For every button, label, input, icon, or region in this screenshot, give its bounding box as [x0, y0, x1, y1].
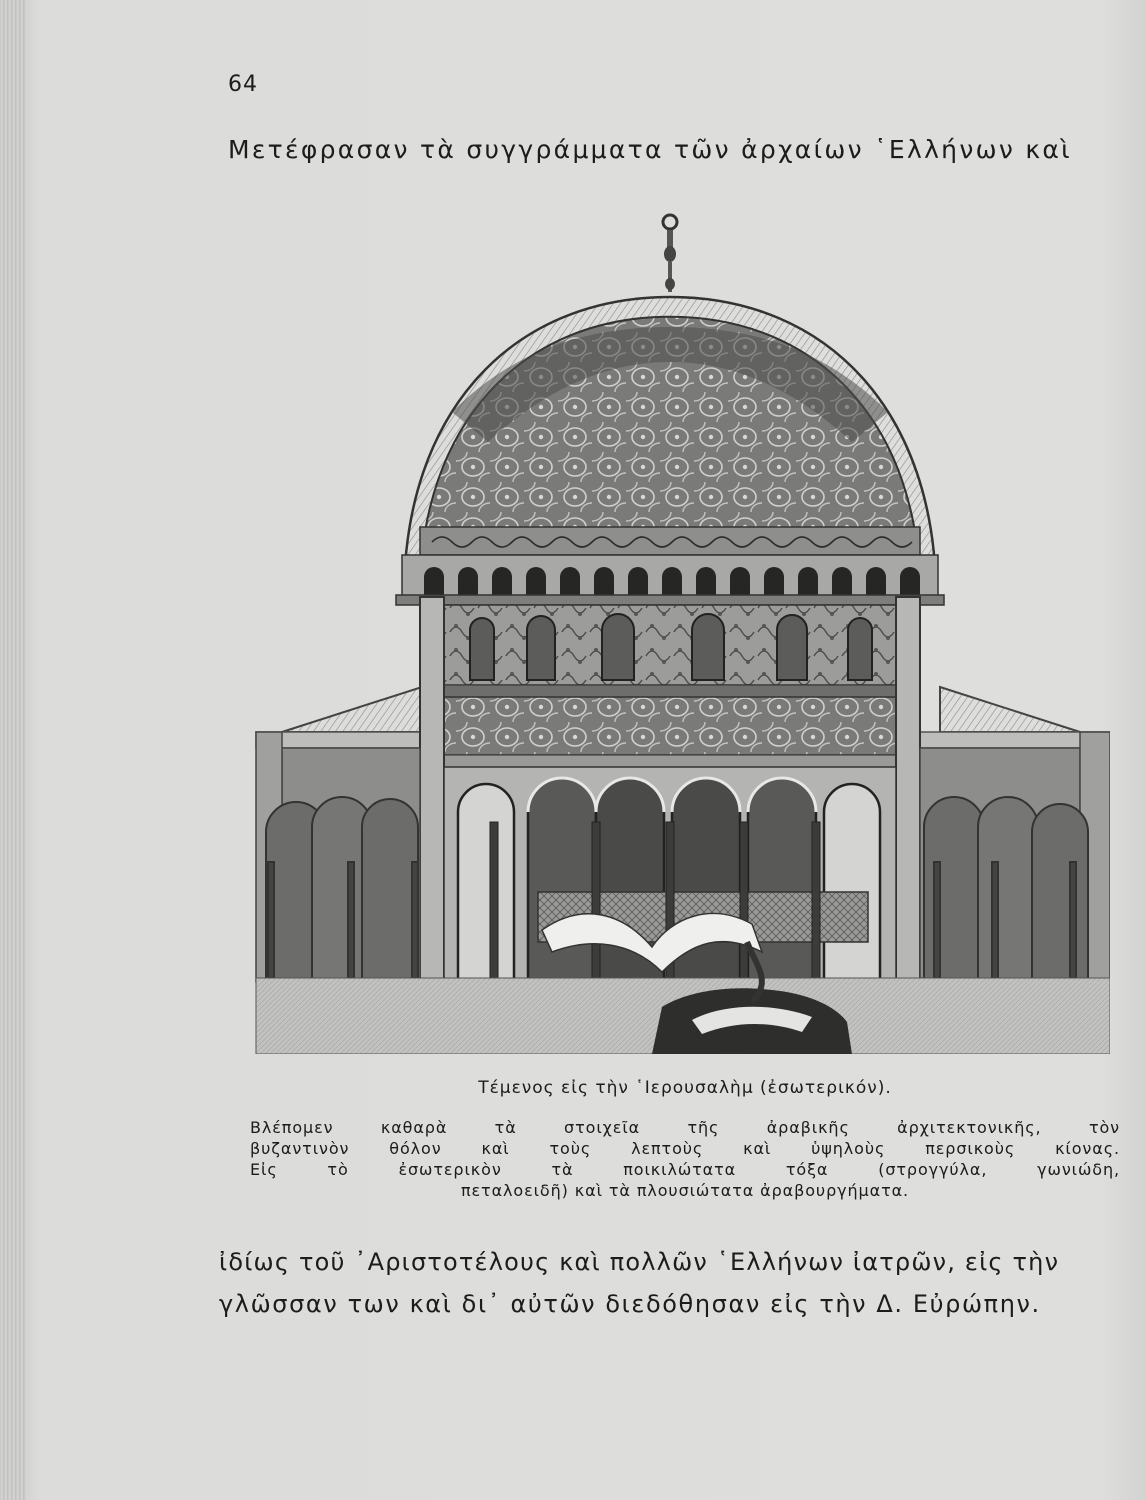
left-arcade: [266, 797, 418, 978]
right-roof: [940, 687, 1080, 732]
page-number: 64: [228, 72, 258, 97]
body-text-bottom-line: γλῶσσαν των καὶ δι᾿ αὐτῶν διεδόθησαν εἰς τὴν Δ. Εὐρώπην.: [219, 1290, 1041, 1318]
figure-caption-title: Τέμενος εἰς τὴν ῾Ιερουσαλὴμ (ἐσωτερικόν).: [478, 1078, 892, 1098]
frieze: [420, 697, 920, 755]
dome-finial: [663, 215, 677, 292]
dome-of-the-rock-illustration: [252, 212, 1110, 1054]
drum-arches: [424, 567, 920, 595]
body-text-top-line: Μετέφρασαν τὰ συγγράμματα τῶν ἀρχαίων ῾Ελλήνων καὶ: [228, 135, 1072, 164]
caption-line: Βλέπομεν καθαρὰ τὰ στοιχεῖα τῆς ἀραβικῆς ἀρχιτεκτονικῆς, τὸν: [250, 1118, 1120, 1137]
right-arcade: [924, 797, 1088, 978]
figure-caption-body: [250, 1117, 1120, 1201]
caption-line: πεταλοειδῆ) καὶ τὰ πλουσιώτατα ἀραβουργήματα.: [460, 1181, 910, 1200]
left-roof: [282, 687, 422, 732]
caption-line: Εἰς τὸ ἐσωτερικὸν τὰ ποικιλώτατα τόξα (στρογγύλα, γωνιώδη,: [250, 1160, 1120, 1179]
body-text-bottom-line: ἰδίως τοῦ ᾿Αριστοτέλους καὶ πολλῶν ῾Ελλήνων ἰατρῶν, εἰς τὴν: [219, 1248, 1060, 1276]
left-drum-pier: [420, 597, 444, 982]
page-edge: [0, 0, 26, 1500]
inscription-band: [420, 527, 920, 555]
caption-line: βυζαντινὸν θόλον καὶ τοὺς λεπτοὺς καὶ ὑψηλοὺς περσικοὺς κίονας.: [250, 1139, 1120, 1158]
right-drum-pier: [896, 597, 920, 982]
